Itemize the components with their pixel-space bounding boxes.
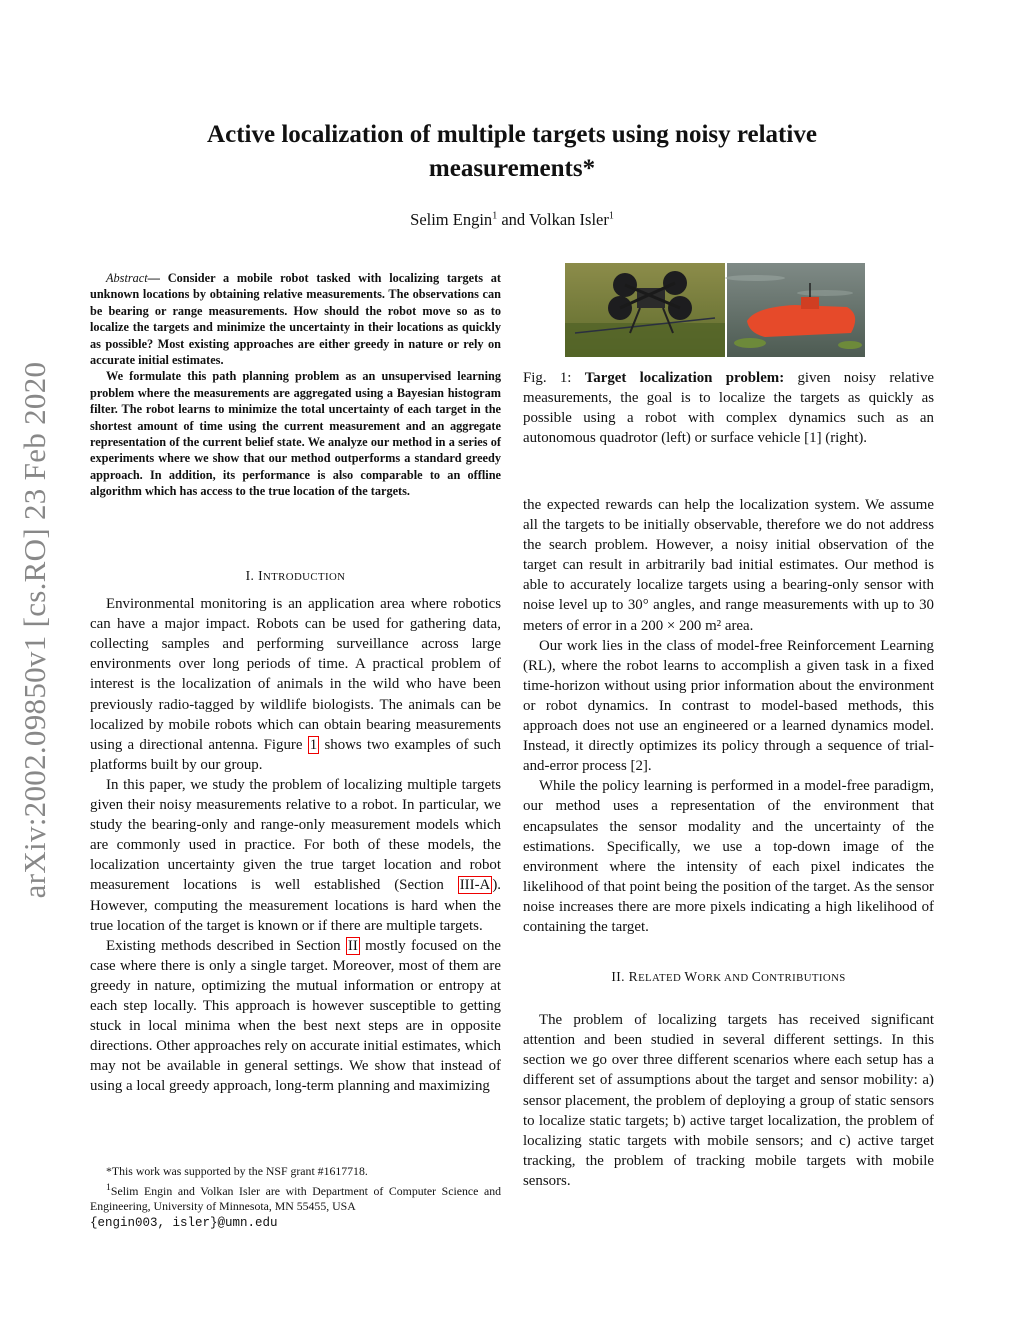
author-line — [140, 210, 884, 230]
arxiv-stamp — [0, 320, 70, 940]
affiliation-mark: 1 — [608, 210, 614, 222]
abstract-text: Consider a mobile robot tasked with localizing targets at unknown locations by obtaining relative measurements. The observations can be bearing or range measurements. How should the robot move so as to localize the targets and minimize the uncertainty in their locations as quickly as possible? Most existing approaches are either greedy in nature or rely on accurate initial estimates. — [90, 271, 501, 368]
right-column-text — [523, 495, 934, 1191]
section-heading: II. RELATED WORK AND CONTRIBUTIONS — [611, 969, 846, 985]
author-name: Volkan Isler — [528, 210, 609, 229]
figure-1-image — [565, 263, 865, 357]
body-paragraph: In this paper, we study the problem of localizing multiple targets given their noisy measurements relative to a robot. In particular, we study the bearing-only and range-only measurement models which are commonly used in practice. For both of these models, the localization uncertainty given the true target location and robot measurement locations is well established (Section III-A ). However, computing the measurement locations is hard when the true location of the target is known or if there are multiple targets. — [90, 776, 501, 934]
quadrotor-photo — [565, 263, 725, 357]
body-paragraph: the expected rewards can help the localization system. We assume all the targets to be initially observable, therefore we do not address the search problem. However, a noisy initial observation of the target can result in arbitrarily bad initial estimates. Our method is able to accurately localize targets using a bearing-only sensor with noise level up to 30° angles, and range measurements with up to 30 meters of error in a 200 × 200 m² area. — [523, 497, 934, 634]
footnote: $^1$Selim Engin and Volkan Isler are with Department of Computer Science and Engineering, University of Minnesota, MN 55455, USA — [90, 1181, 501, 1214]
body-paragraph: Existing methods described in Section II mostly focused on the case where there is only a single target. Moreover, most of them are greedy in nature, optimizing the mutual information or entropy at each step locally. This approach is however susceptible to getting stuck in local minima when the best next steps are in opposite directions. Other approaches rely on accurate initial estimates, which may not be available in general settings. We show that instead of using a local greedy approach, long-term planning and maximizing — [90, 937, 501, 1095]
body-paragraph: Environmental monitoring is an application area where robotics can have a major impact. Robots can be used for gathering data, collecting samples and performing surveillance across large environments over long periods of time. A practical problem of interest is the localization of animals in the wild who have been previously radio-tagged by wildlife biologists. The animals can be localized by mobile robots which can obtain bearing measurements using a directional antenna. Figure 1 shows two examples of such platforms built by our group. — [90, 596, 501, 773]
abstract-paragraph: We formulate this path planning problem as an unsupervised learning problem where the measurements are aggregated using a Bayesian histogram filter. The robot learns to minimize the total uncertainty of each target in the shortest amount of time using the current measurement and an aggregate representation of the current belief state. We analyze our method in a series of experiments where we show that our method outperforms a standard greedy approach. In addition, its performance is also comparable to an offline algorithm which has access to the true location of the targets. — [90, 369, 501, 499]
affiliation-mark: 1 — [492, 210, 498, 222]
arxiv-id: arXiv:2002.09850v1 [cs.RO] 23 Feb 2020 — [17, 361, 52, 899]
body-paragraph: Our work lies in the class of model-free Reinforcement Learning (RL), where the robot learns to accomplish a given task in a fixed time-horizon without using prior information about the environment or robot dynamics. In contrast to model-based methods, this approach does not use an engineered or a learned dynamics model. Instead, it directly optimizes its policy through a sequence of trial-and-error process [2]. — [523, 637, 934, 775]
body-paragraph: While the policy learning is performed in a model-free paradigm, our method uses a representation of the environment that encapsulates the sensor modality and the uncertainty of the estimations. Specifically, we use a top-down image of the environment where the intensity of each pixel indicates the likelihood of that point being the position of the target. As the sensor noise increases there are more pixels indicating a high likelihood of containing the target. — [523, 778, 934, 935]
author-name: Selim Engin — [410, 210, 493, 229]
abstract — [90, 270, 501, 500]
section-link[interactable]: III-A — [459, 877, 491, 894]
figure-link[interactable]: 1 — [309, 736, 318, 753]
figure-caption: Fig. 1: Target localization problem: given noisy relative measurements, the goal is to localize the targets as quickly as possible using a robot with complex dynamics such as an autonomous quadrotor (left) or surface vehicle [1] (right). — [523, 370, 934, 447]
introduction-section — [90, 566, 501, 1096]
surface-vehicle-photo — [725, 263, 865, 357]
abstract-label: Abstract — [106, 271, 148, 285]
author-conjunction: and — [497, 210, 529, 229]
body-paragraph: The problem of localizing targets has received significant attention and been studied in several different settings. In this section we go over three different scenarios where each setup has a different set of assumptions about the target and sensor mobility: a) sensor placement, the problem of deploying a group of static sensors to localize static targets; b) active target localization, the problem of localizing static targets with mobile sensors; and c) active target tracking, the problem of tracking mobile targets with mobile sensors. — [523, 1012, 934, 1189]
paper-title: Active localization of multiple targets using noisy relative measurements* — [207, 121, 817, 182]
section-link[interactable]: II — [347, 937, 358, 954]
footnote: *This work was supported by the NSF grant #1617718. — [106, 1164, 368, 1178]
footnote-email: {engin003, isler}@umn.edu — [90, 1215, 278, 1230]
abstract-dash: — — [147, 271, 168, 285]
footnotes — [90, 1164, 501, 1231]
abstract-paragraph — [90, 270, 501, 368]
section-heading: I. INTRODUCTION — [245, 568, 346, 583]
